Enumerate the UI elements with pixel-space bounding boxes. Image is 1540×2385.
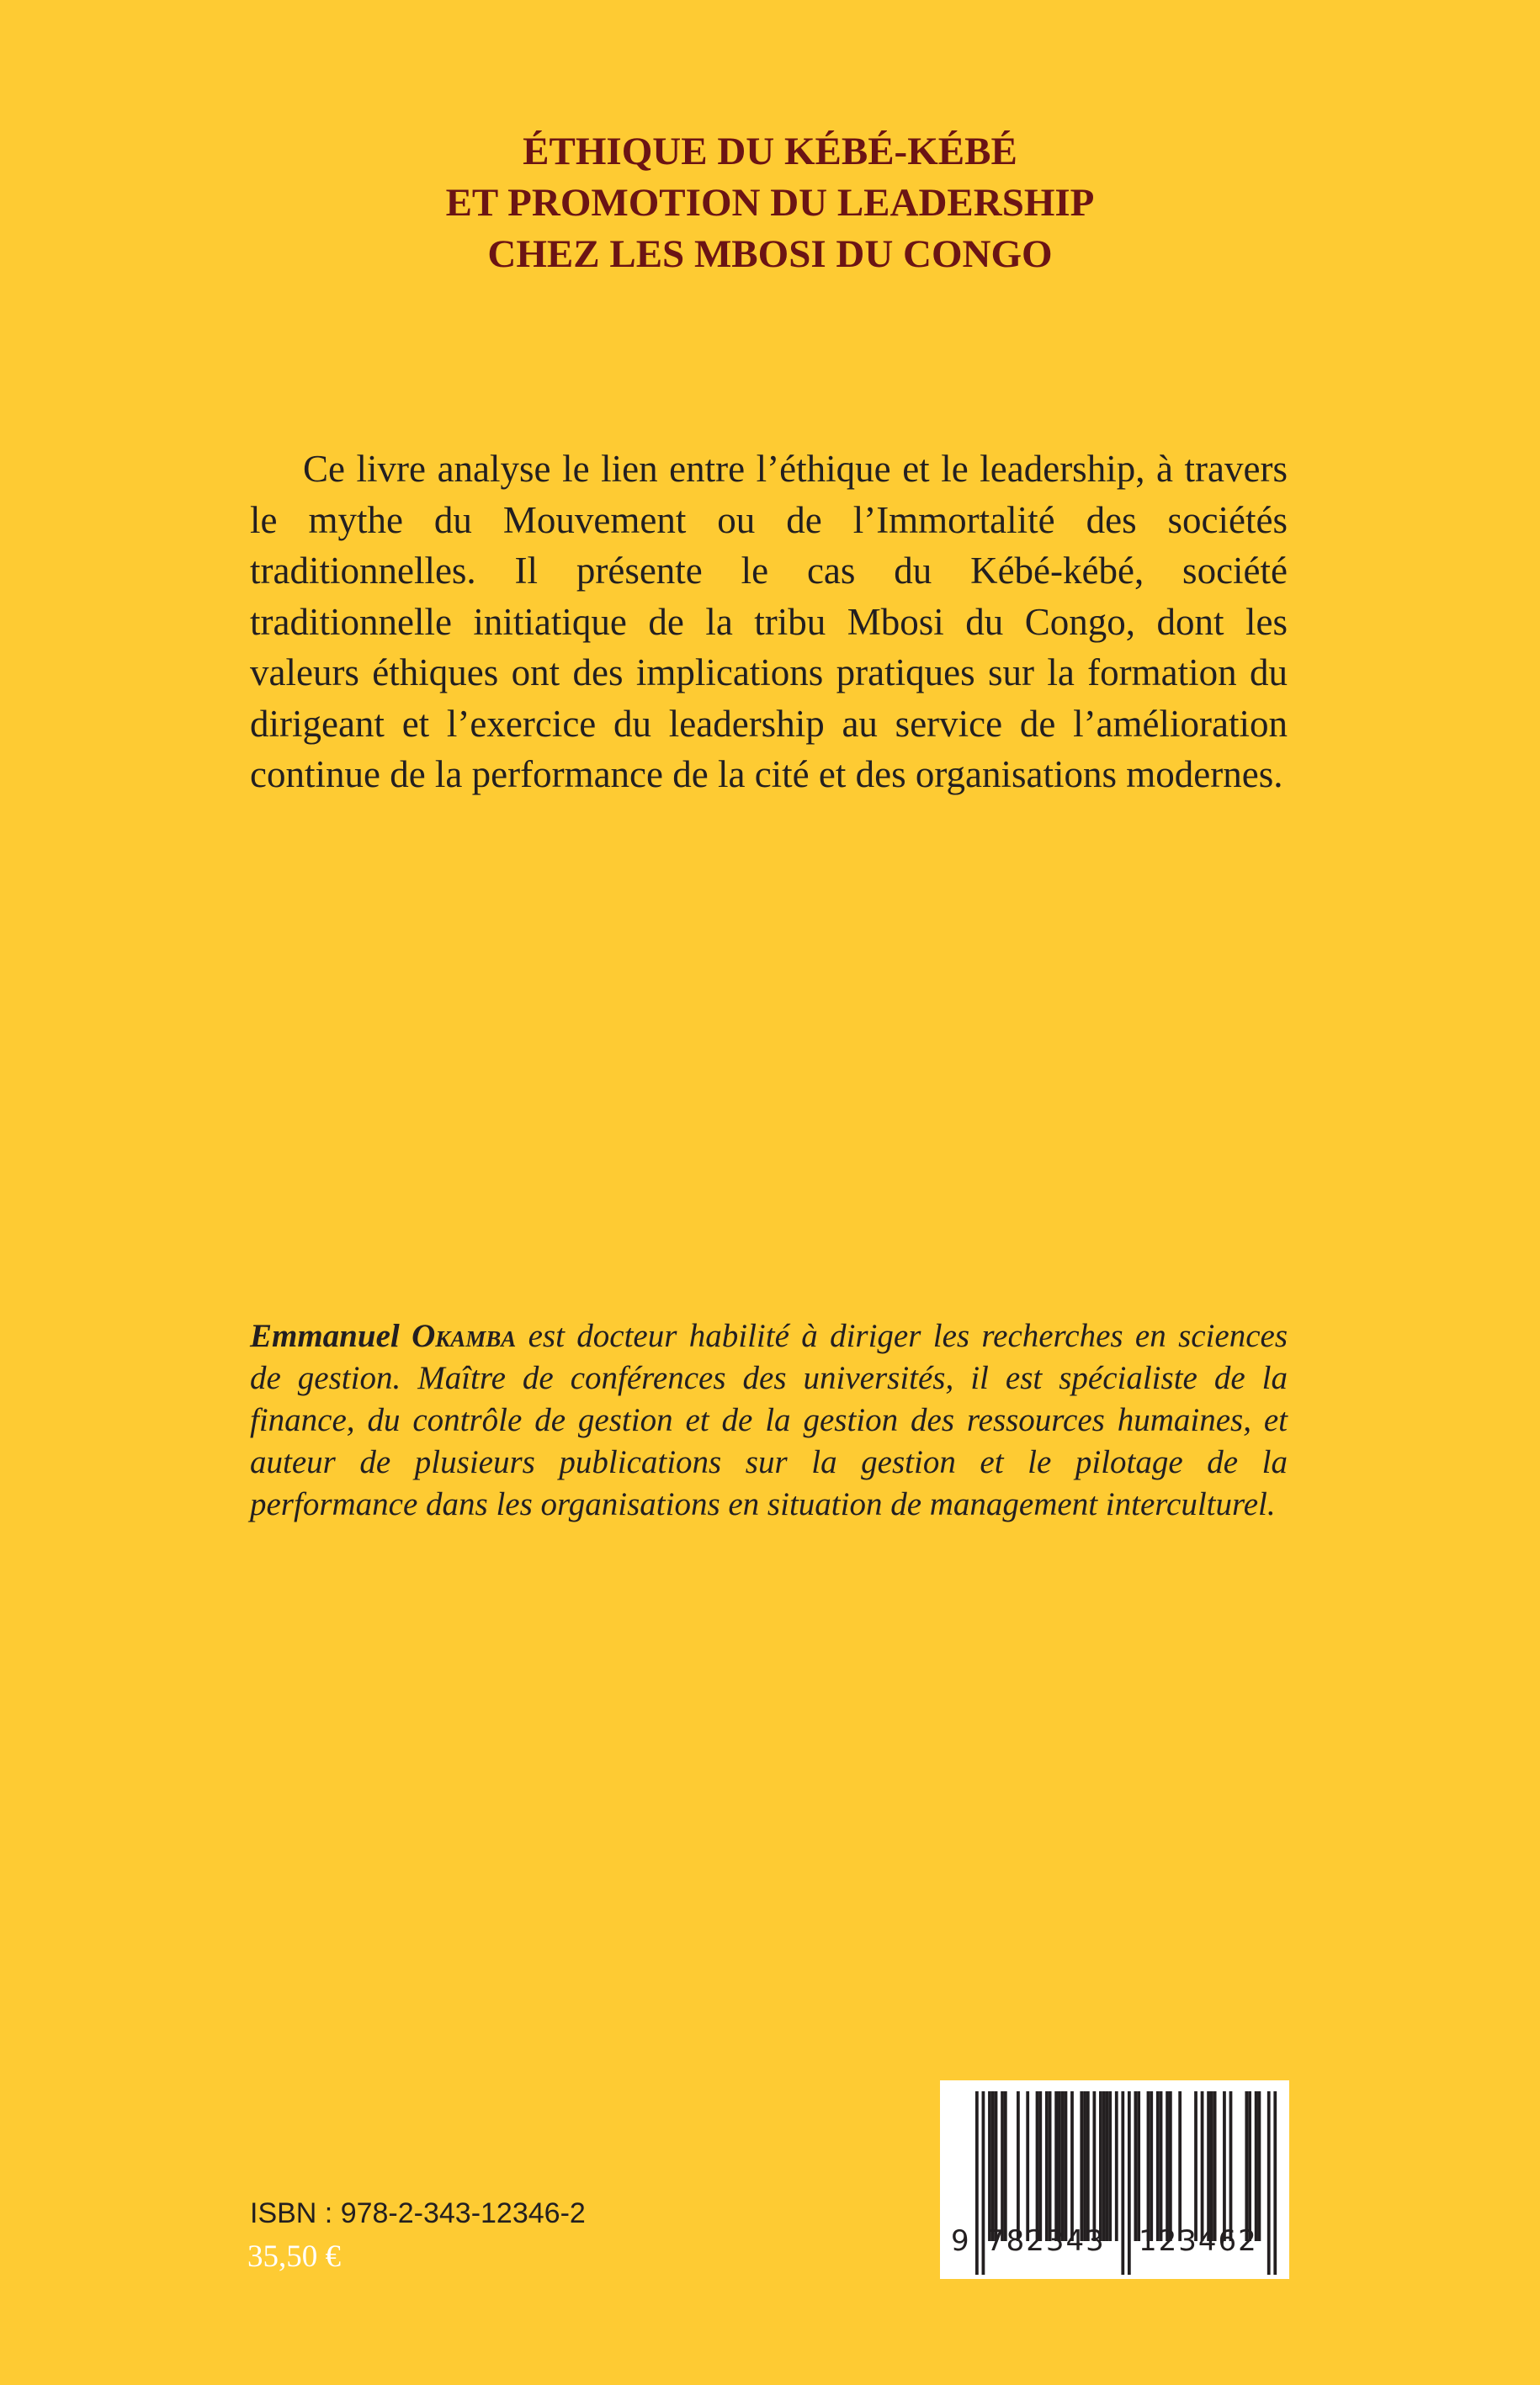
author-name: [250, 1318, 516, 1354]
title-line-2: ET PROMOTION DU LEADERSHIP: [445, 181, 1095, 225]
barcode-left-digits: 782343: [986, 2224, 1106, 2258]
barcode-lead-digit: 9: [951, 2224, 971, 2258]
isbn-label: ISBN : 978-2-343-12346-2: [250, 2197, 586, 2229]
author-bio-text: est docteur habilité à diriger les recherches en sciences de gestion. Maître de conférences des universités, il est spécialiste de la finance, du contrôle de gestion et de la gestion des ressources humaines, et auteur de plusieurs publications sur la gestion et le pilotage de la performance dans les organisations en situation de management interculturel.: [250, 1318, 1288, 1522]
author-bio-paragraph: [250, 1315, 1288, 1526]
title-line-3: CHEZ LES MBOSI DU CONGO: [487, 232, 1053, 276]
author-last-name: Okamba: [412, 1318, 517, 1354]
summary-paragraph: Ce livre analyse le lien entre l’éthique et le leadership, à travers le mythe du Mouvement ou de l’Immortalité des sociétés traditionnelles. Il présente le cas du Kébé-kébé, société traditionnelle initiatique de la tribu Mbosi du Congo, dont les valeurs éthiques ont des implications pratiques sur la formation du dirigeant et l’exercice du leadership au service de l’amélioration continue de la performance de la cité et des organisations modernes.: [250, 448, 1288, 795]
title-line-1: ÉTHIQUE DU KÉBÉ-KÉBÉ: [523, 130, 1017, 173]
book-summary: [250, 444, 1288, 800]
price-label: 35,50 €: [247, 2239, 341, 2274]
author-bio: [250, 1315, 1288, 1526]
author-first-name: Emmanuel: [250, 1318, 400, 1354]
book-title: [0, 126, 1540, 280]
barcode-right-digits: 123462: [1139, 2224, 1258, 2258]
